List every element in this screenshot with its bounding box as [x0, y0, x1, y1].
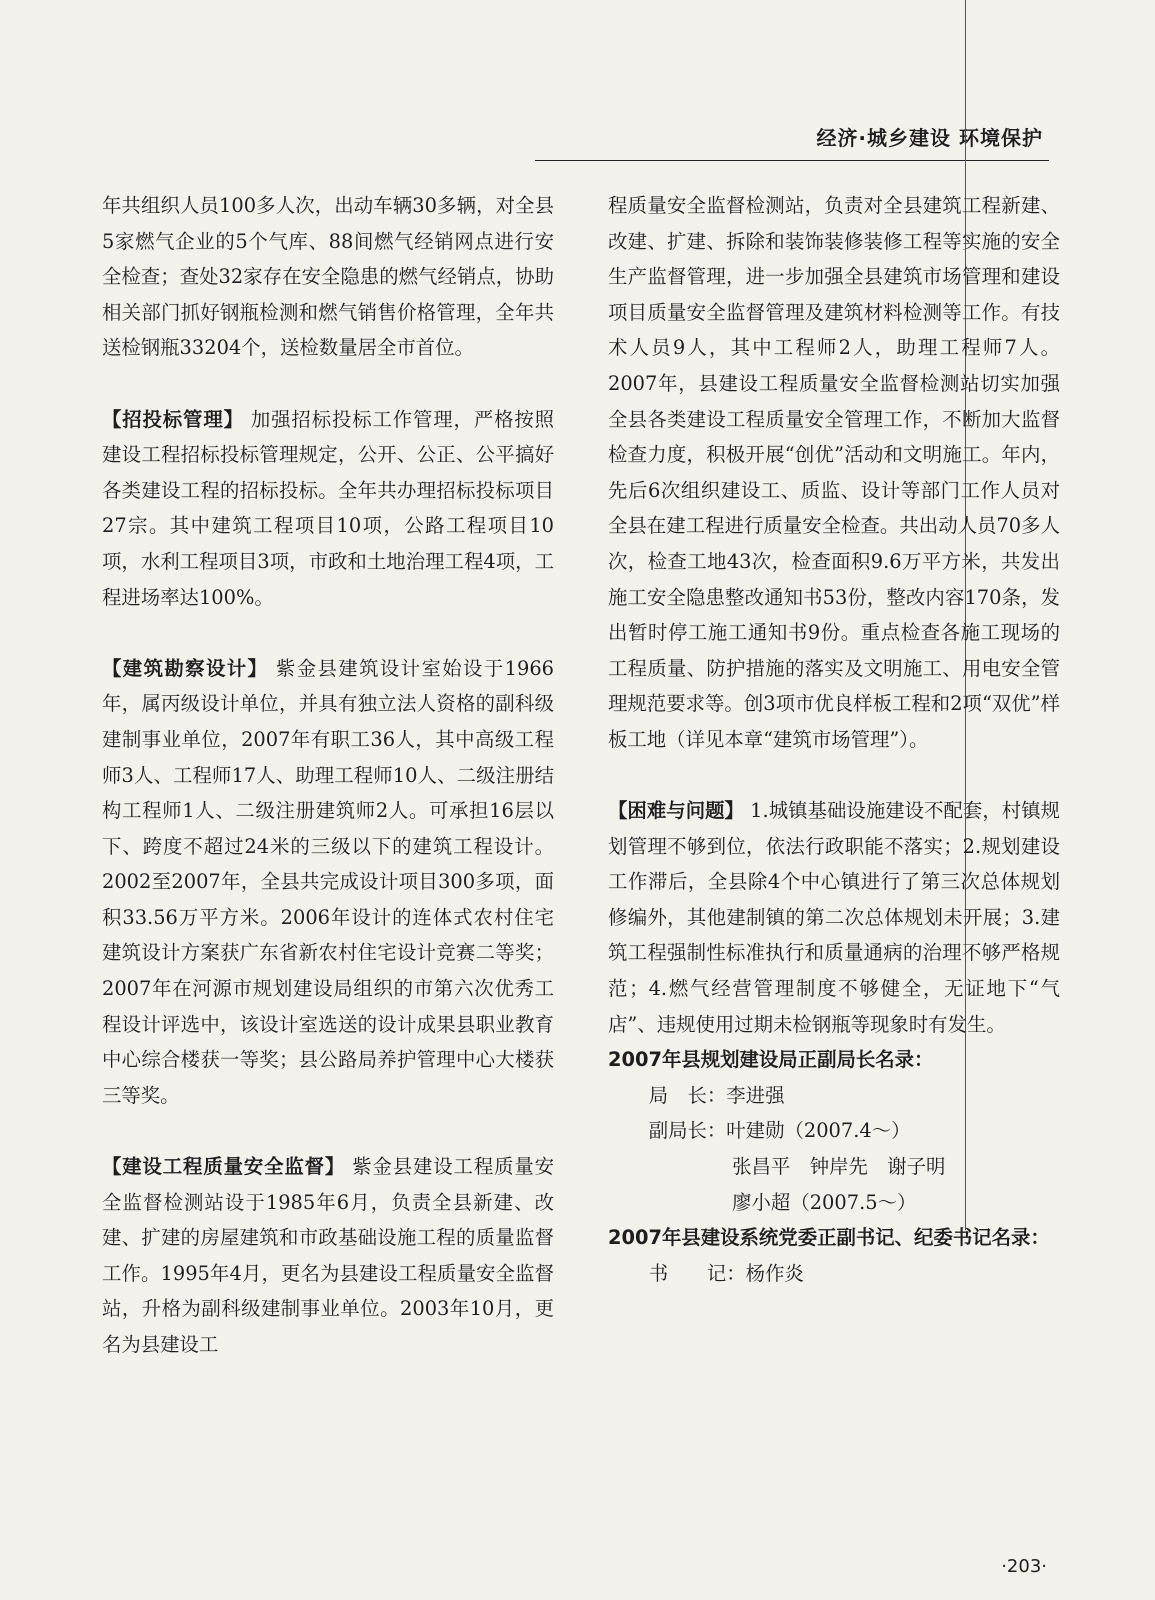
section-design	[102, 651, 554, 1114]
section-text: 紫金县建设工程质量安全监督检测站设于1985年6月，负责全县新建、改建、扩建的房屋建筑和市政基础设施工程的质量监督工作。1995年4月，更名为县建设工程质量安全监督站，升格为副科级建制事业单位。2003年10月，更名为县建设工	[102, 1155, 555, 1356]
paragraph: 年共组织人员100多人次，出动车辆30多辆，对全县5家燃气企业的5个气库、88间燃气经销网点进行安全检查；查处32家存在安全隐患的燃气经销点，协助相关部门抓好钢瓶检测和燃气销售价格管理，全年共送检钢瓶33204个，送检数量居全市首位。	[102, 194, 554, 360]
section-title: 【困难与问题】	[608, 799, 744, 823]
left-column	[102, 188, 554, 1363]
list-item: 廖小超（2007.5～）	[732, 1190, 917, 1214]
section-text: 紫金县建筑设计室始设于1966年，属丙级设计单位，并具有独立法人资格的副科级建制事业单位，2007年有职工36人，其中高级工程师3人、工程师17人、助理工程师10人、二级注册结构工程师1人、二级注册建筑师2人。可承担16层以下、跨度不超过24米的三级以下的建筑工程设计。2002至2007年，全县共完成设计项目300多项，面积33.56万平方米。2006年设计的连体式农村住宅建筑设计方案获广东省新农村住宅设计竞赛二等奖；2007年在河源市规划建设局组织的市第六次优秀工程设计评选中，该设计室选送的设计成果县职业教育中心综合楼获一等奖；县公路局养护管理中心大楼获三等奖。	[102, 656, 554, 1107]
list-title: 2007年县建设系统党委正副书记、纪委书记名录：	[608, 1226, 1050, 1250]
section-text: 1.城镇基础设施建设不配套，村镇规划管理不够到位，依法行政职能不落实；2.规划建设工作滞后，全县除4个中心镇进行了第三次总体规划修编外，其他建制镇的第二次总体规划未开展；3.建筑工程强制性标准执行和质量通病的治理不够严格规范；4.燃气经营管理制度不够健全，无证地下“气店”、违规使用过期未检钢瓶等现象时有发生。	[608, 799, 1061, 1036]
list-title: 2007年县规划建设局正副局长名录：	[608, 1048, 934, 1072]
section-text: 加强招标投标工作管理，严格按照建设工程招标投标管理规定，公开、公正、公平搞好各类建设工程的招标投标。全年共办理招标投标项目27宗。其中建筑工程项目10项，公路工程项目10项，水利工程项目3项，市政和土地治理工程4项，工程进场率达100%。	[102, 407, 555, 609]
list-item: 副局长：叶建勋（2007.4～）	[648, 1119, 911, 1143]
list-item: 张昌平 钟岸先 谢子明	[732, 1155, 946, 1179]
paragraph: 程质量安全监督检测站，负责对全县建筑工程新建、改建、扩建、拆除和装饰装修装修工程等实施的安全生产监督管理，进一步加强全县建筑市场管理和建设项目质量安全监督管理及建筑材料检测等工作。有技术人员9人，其中工程师2人，助理工程师7人。2007年，县建设工程质量安全监督检测站切实加强全县各类建设工程质量安全管理工作，不断加大监督检查力度，积极开展“创优”活动和文明施工。年内，先后6次组织建设工、质监、设计等部门工作人员对全县在建工程进行质量安全检查。共出动人员70多人次，检查工地43次，检查面积9.6万平方米，共发出施工安全隐患整改通知书53份，整改内容170条，发出暂时停工施工通知书9份。重点检查各施工现场的工程质量、防护措施的落实及文明施工、用电安全管理规范要求等。创3项市优良样板工程和2项“双优”样板工地（详见本章“建筑市场管理”）。	[608, 194, 1060, 751]
section-title: 【建设工程质量安全监督】	[102, 1155, 346, 1179]
right-column	[608, 188, 1060, 1291]
section-title: 【招投标管理】	[102, 407, 244, 431]
list-item: 局 长：李进强	[648, 1083, 785, 1107]
page-number: ·203·	[1001, 1556, 1047, 1577]
section-title: 【建筑勘察设计】	[102, 656, 269, 680]
running-header: 经济·城乡建设 环境保护	[816, 126, 1043, 150]
section-quality	[102, 1149, 554, 1363]
header-rule	[535, 160, 1049, 161]
section-bidding	[102, 402, 554, 616]
list-item: 书 记：杨作炎	[648, 1261, 804, 1285]
section-problems	[608, 793, 1060, 1042]
